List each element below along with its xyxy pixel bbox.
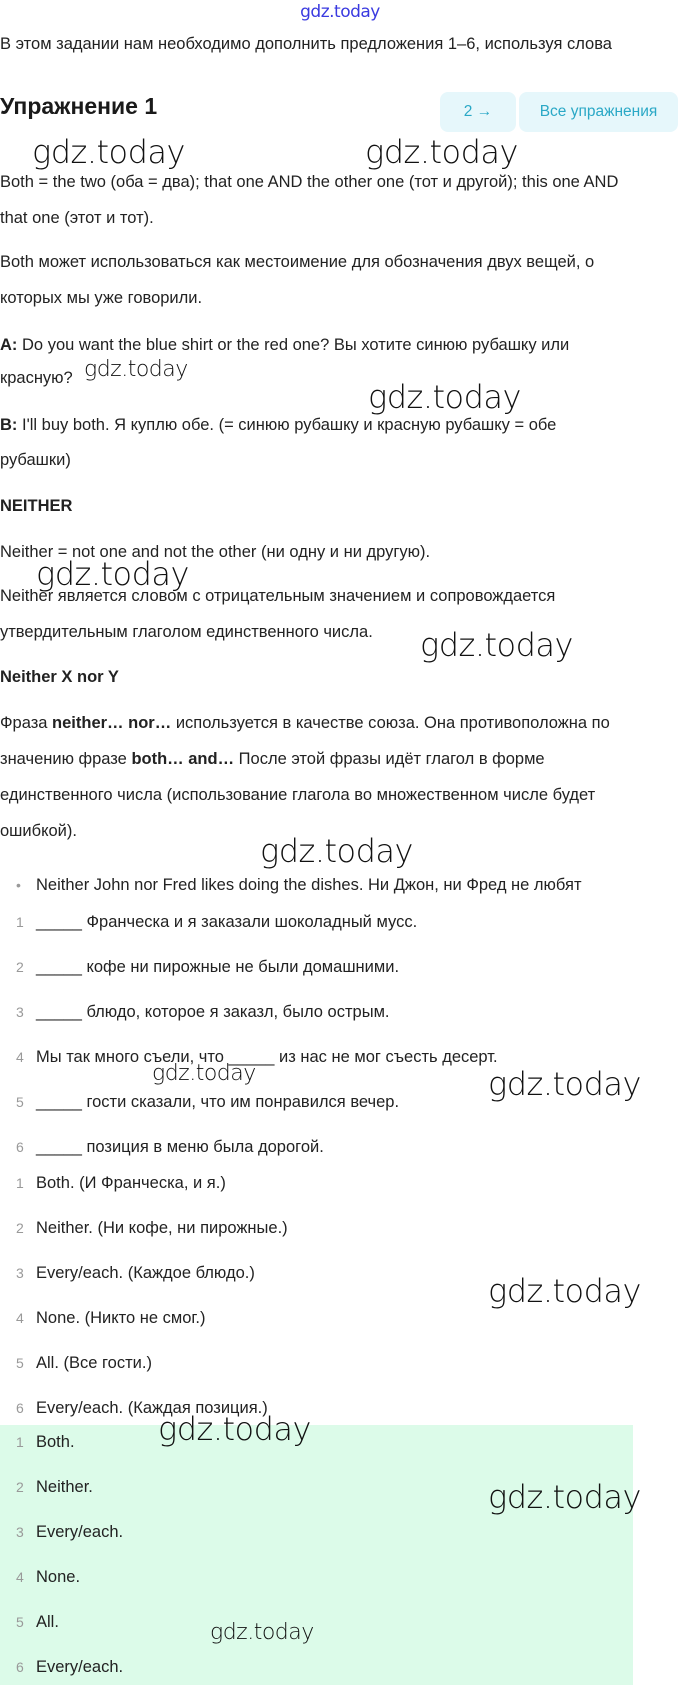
phrase-line1: Фраза neither… nor… используется в качестве союза. Она противоположна по [0,714,610,732]
both-definition-line2: that one (этот и тот). [0,209,154,227]
item-number: 4 [16,1310,24,1326]
item-text: _____ кофе ни пирожные не были домашними. [36,958,400,976]
list-item [0,1213,288,1243]
item-number: 4 [16,1049,24,1065]
item-text: None. (Никто не смог.) [36,1309,206,1327]
item-text: Neither. (Ни кофе, ни пирожные.) [36,1219,288,1237]
watermark: gdz.today [420,626,573,664]
list-item [0,1087,399,1117]
phrase-line2: значению фразе both… and… После этой фразы идёт глагол в форме [0,750,545,768]
item-number: 5 [16,1614,24,1630]
list-item [0,1472,93,1502]
watermark: gdz.today [36,555,189,593]
item-text: None. [36,1568,81,1586]
list-item [0,1132,324,1162]
speaker-b: B: [0,416,18,434]
item-number: 3 [16,1265,24,1281]
item-text: _____ гости сказали, что им понравился вечер. [36,1093,400,1111]
item-number: 2 [16,1220,24,1236]
watermark: gdz.today [210,1620,314,1645]
watermark: gdz.today [488,1272,641,1310]
list-item [0,907,417,937]
item-text: Every/each. (Каждая позиция.) [36,1399,268,1417]
phrase-line3: единственного числа (использование глагола во множественном числе будет [0,786,596,804]
example-item: • Neither John nor Fred likes doing the dishes. Ни Джон, ни Фред не любят [0,870,582,900]
watermark-top: gdz.today [300,2,380,22]
answers-panel [0,1425,633,1685]
item-number: 3 [16,1004,24,1020]
list-item [0,1652,123,1682]
bullet-icon: • [16,877,21,893]
all-exercises-button[interactable]: Все упражнения [519,92,678,132]
watermark: gdz.today [158,1410,311,1448]
dialog-b-line2: рубашки) [0,451,71,469]
list-item [0,952,399,982]
item-number: 1 [16,914,24,930]
item-text: _____ позиция в меню была дорогой. [36,1138,324,1156]
item-text: Мы так много съели, что _____ из нас не мог съесть десерт. [36,1048,498,1066]
phrase-line4: ошибкой). [0,822,77,840]
watermark: gdz.today [488,1065,641,1103]
item-text: Every/each. [36,1658,124,1676]
item-number: 6 [16,1400,24,1416]
item-number: 1 [16,1175,24,1191]
dialog-a-text: Do you want the blue shirt or the red one? Вы хотите синюю рубашку или [22,336,570,354]
item-number: 5 [16,1355,24,1371]
item-number: 6 [16,1139,24,1155]
list-item [0,1258,255,1288]
intro-text: В этом задании нам необходимо дополнить предложения 1–6, используя слова [0,35,612,53]
list-item [0,1168,226,1198]
item-text: Both. [36,1433,75,1451]
list-item [0,1348,152,1378]
watermark: gdz.today [368,378,521,416]
item-text: Both. (И Франческа, и я.) [36,1174,226,1192]
dialog-b-text: I'll buy both. Я куплю обе. (= синюю рубашку и красную рубашку = обе [22,416,557,434]
page-title: Упражнение 1 [0,93,158,119]
item-number: 2 [16,959,24,975]
neither-heading: NEITHER [0,497,73,515]
watermark: gdz.today [365,133,518,171]
both-pronoun-line1: Both может использоваться как местоимение для обозначения двух вещей, о [0,253,595,271]
item-text: All. (Все гости.) [36,1354,152,1372]
list-item [0,997,390,1027]
item-number: 4 [16,1569,24,1585]
watermark: gdz.today [32,133,185,171]
item-text: Neither. [36,1478,93,1496]
list-item [0,1562,80,1592]
item-text: Every/each. [36,1523,124,1541]
neither-definition: Neither = not one and not the other (ни одну и ни другую). [0,543,431,561]
list-item [0,1303,206,1333]
list-item [0,1607,59,1637]
item-number: 1 [16,1434,24,1450]
both-definition-line1: Both = the two (оба = два); that one AND the other one (тот и другой); this one AND [0,173,619,191]
next-exercise-button[interactable]: 2 → [440,92,516,132]
item-number: 5 [16,1094,24,1110]
neither-nor-heading: Neither X nor Y [0,668,119,686]
watermark: gdz.today [84,357,188,382]
item-text: _____ Франческа и я заказали шоколадный мусс. [36,913,418,931]
watermark: gdz.today [152,1061,256,1086]
item-number: 6 [16,1659,24,1675]
watermark: gdz.today [260,832,413,870]
item-text: Every/each. (Каждое блюдо.) [36,1264,255,1282]
speaker-a: A: [0,336,18,354]
item-text: _____ блюдо, которое я заказл, было острым. [36,1003,390,1021]
list-item [0,1427,75,1457]
dialog-a-line2: красную? [0,369,73,387]
list-item [0,1517,123,1547]
both-pronoun-line2: которых мы уже говорили. [0,289,203,307]
item-text: All. [36,1613,59,1631]
item-number: 2 [16,1479,24,1495]
item-number: 3 [16,1524,24,1540]
watermark: gdz.today [488,1478,641,1516]
dialog-b-line1 [0,407,680,443]
neither-desc-line1: Neither является словом с отрицательным значением и сопровождается [0,587,556,605]
neither-desc-line2: утвердительным глаголом единственного числа. [0,623,373,641]
